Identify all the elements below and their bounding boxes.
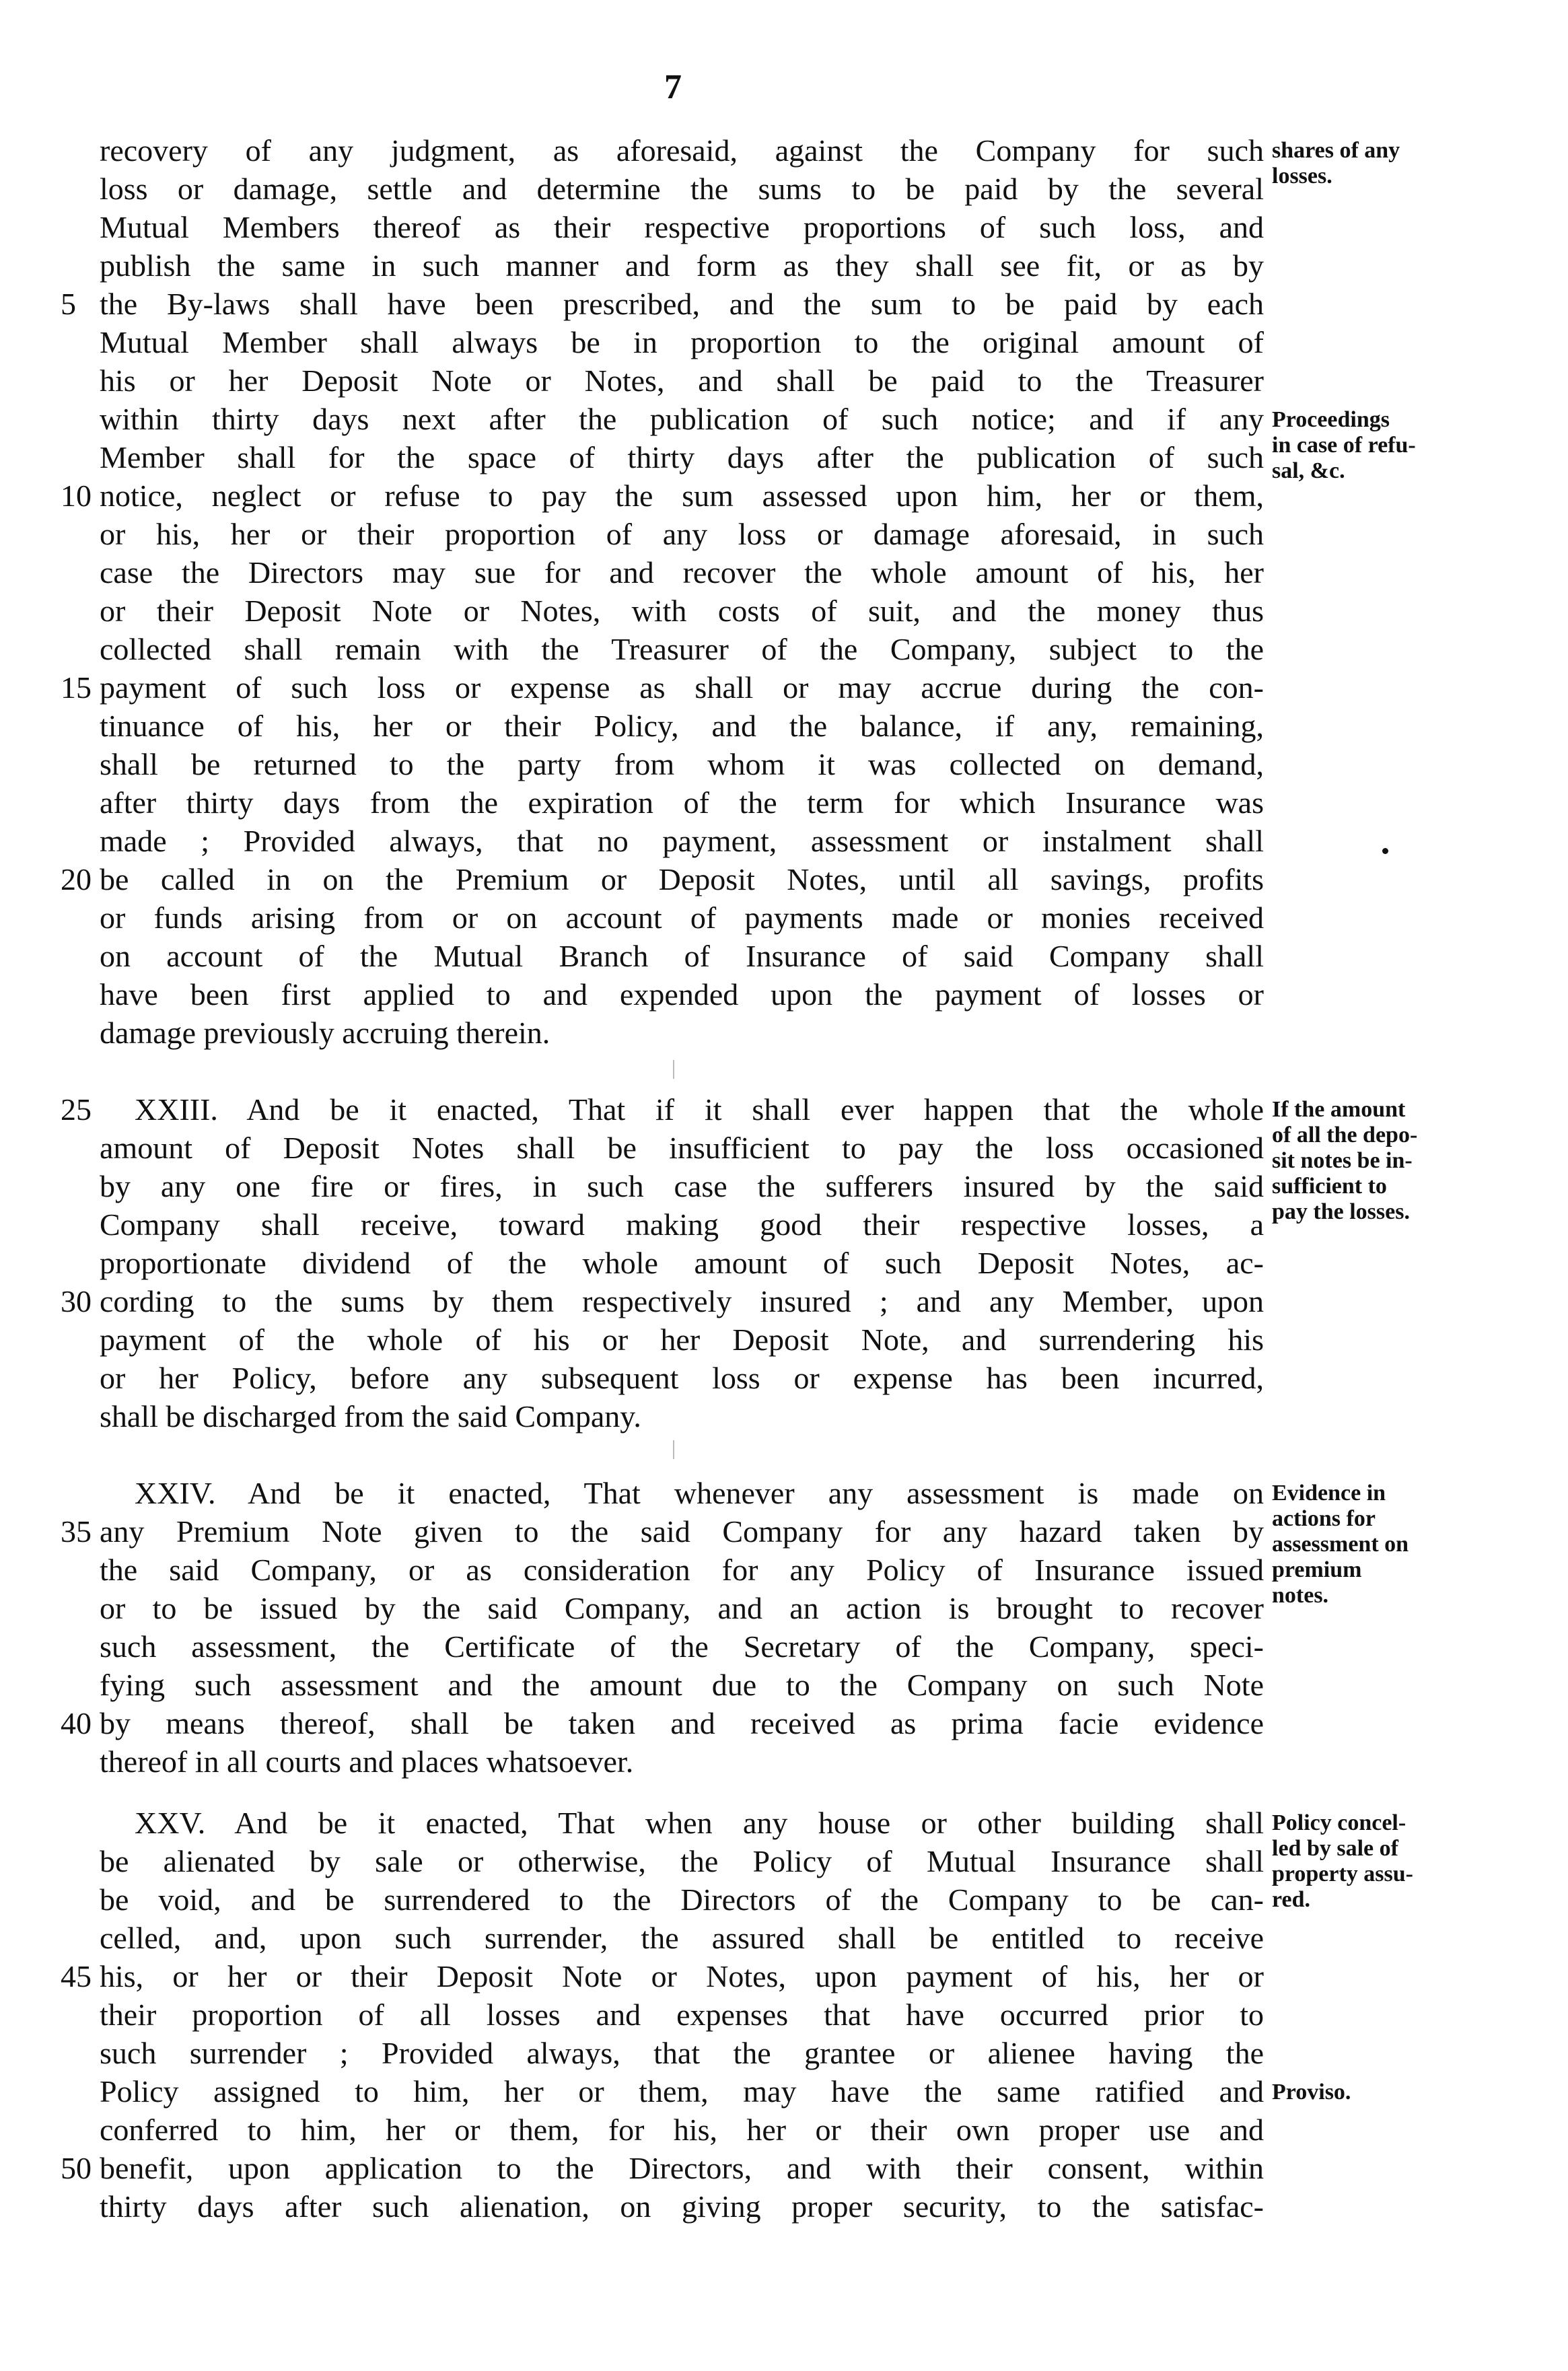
text-line: thirty days after such alienation, on giving proper security, to the satisfac- [100,2189,1264,2224]
margin-note-evidence [1272,1481,1474,1608]
line-number: 25 [61,1092,92,1127]
margin-note-line: If the amount [1272,1097,1406,1122]
text-line: Company shall receive, toward making good their respective losses, a [100,1207,1264,1242]
margin-note-line: property assu- [1272,1862,1413,1886]
text-line: notice, neglect or refuse to pay the sum assessed upon him, her or them, [100,479,1264,513]
line-number: 20 [61,862,92,896]
divider [673,1440,674,1459]
text-line: payment of the whole of his or her Deposit Note, and surrendering his [100,1322,1264,1357]
text-line: shall be returned to the party from whom it was collected on demand, [100,747,1264,781]
text-line: within thirty days next after the publication of such notice; and if any [100,402,1264,436]
page-number: 7 [664,68,682,106]
text-line: or funds arising from or on account of payments made or monies received [100,900,1264,935]
text-line: publish the same in such manner and form as they shall see fit, or as by [100,248,1264,283]
text-line: on account of the Mutual Branch of Insurance of said Company shall [100,939,1264,973]
text-line: or her Policy, before any subsequent loss or expense has been incurred, [100,1361,1264,1395]
margin-note-line: sufficient to [1272,1174,1387,1199]
margin-note-line: Policy concel- [1272,1810,1406,1835]
text-line: by any one fire or fires, in such case the sufferers insured by the said [100,1169,1264,1203]
text-line: loss or damage, settle and determine the sums to be paid by the several [100,172,1264,206]
line-number: 35 [61,1514,92,1549]
text-line: such surrender ; Provided always, that the grantee or alienee having the [100,2036,1264,2070]
divider [673,1060,674,1079]
text-line: shall be discharged from the said Company. [100,1399,641,1434]
text-line: benefit, upon application to the Directors, and with their consent, within [100,2151,1264,2185]
margin-note-line: losses. [1272,164,1332,188]
margin-note-line: red. [1272,1887,1310,1912]
text-line: thereof in all courts and places whatsoever. [100,1744,634,1779]
text-line: Member shall for the space of thirty days after the publication of such [100,440,1264,474]
margin-note-line: sit notes be in- [1272,1148,1413,1173]
line-number: 30 [61,1284,92,1318]
text-line: fying such assessment and the amount due to the Company on such Note [100,1668,1264,1702]
text-line: any Premium Note given to the said Company for any hazard taken by [100,1514,1264,1549]
text-line: tinuance of his, her or their Policy, and the balance, if any, remaining, [100,709,1264,743]
text-line: proportionate dividend of the whole amount of such Deposit Notes, ac- [100,1246,1264,1280]
text-line: or his, her or their proportion of any loss or damage aforesaid, in such [100,517,1264,551]
text-line: their proportion of all losses and expenses that have occurred prior to [100,1997,1264,2032]
text-line: such assessment, the Certificate of the Secretary of the Company, speci- [100,1629,1264,1664]
text-line: Policy assigned to him, her or them, may have the same ratified and [100,2074,1264,2109]
line-number: 15 [61,670,92,705]
margin-note-proceedings [1272,407,1474,484]
margin-note-policy-cancelled [1272,1810,1474,1913]
text-line: or to be issued by the said Company, and an action is brought to recover [100,1591,1264,1625]
text-line: celled, and, upon such surrender, the assured shall be entitled to receive [100,1921,1264,1955]
line-number: 45 [61,1959,92,1993]
text-line: case the Directors may sue for and recover the whole amount of his, her [100,555,1264,590]
margin-note-proviso [1272,2080,1474,2105]
margin-note-line: sal, &c. [1272,458,1345,483]
text-line: damage previously accruing therein. [100,1016,550,1050]
text-line: the said Company, or as consideration for any Policy of Insurance issued [100,1553,1264,1587]
margin-note-line: in case of refu- [1272,433,1416,458]
line-number: 40 [61,1706,92,1740]
text-line: collected shall remain with the Treasurer of the Company, subject to the [100,632,1264,666]
margin-note-deposit-insufficient [1272,1097,1474,1225]
text-line: cording to the sums by them respectively insured ; and any Member, upon [100,1284,1264,1318]
text-line: Mutual Member shall always be in proportion to the original amount of [100,325,1264,359]
margin-note-line: Proceedings [1272,407,1390,432]
line-number: 5 [61,287,76,321]
margin-note-shares [1272,138,1474,189]
text-line: have been first applied to and expended upon the payment of losses or [100,977,1264,1012]
margin-note-line: shares of any [1272,138,1400,163]
text-line: be called in on the Premium or Deposit Notes, until all savings, profits [100,862,1264,896]
text-line: his or her Deposit Note or Notes, and shall be paid to the Treasurer [100,363,1264,398]
text-line: be alienated by sale or otherwise, the Policy of Mutual Insurance shall [100,1844,1264,1878]
text-line: or their Deposit Note or Notes, with costs of suit, and the money thus [100,594,1264,628]
ink-dot [1382,848,1388,854]
text-line: amount of Deposit Notes shall be insufficient to pay the loss occasioned [100,1131,1264,1165]
line-number: 10 [61,479,92,513]
margin-note-line: pay the losses. [1272,1199,1410,1224]
margin-note-line: premium [1272,1557,1362,1582]
text-line: recovery of any judgment, as aforesaid, against the Company for such [100,133,1264,168]
margin-note-line: notes. [1272,1583,1329,1608]
line-number: 50 [61,2151,92,2185]
margin-note-line: Evidence in [1272,1481,1386,1506]
section-xxv-heading-line: XXV. And be it enacted, That when any house or other building shall [135,1806,1264,1840]
text-line: made ; Provided always, that no payment, assessment or instalment shall [100,824,1264,858]
text-line: payment of such loss or expense as shall or may accrue during the con- [100,670,1264,705]
margin-note-line: Proviso. [1272,2080,1351,2104]
margin-note-line: of all the depo- [1272,1123,1418,1147]
text-line: Mutual Members thereof as their respective proportions of such loss, and [100,210,1264,244]
text-line: the By-laws shall have been prescribed, and the sum to be paid by each [100,287,1264,321]
margin-note-line: actions for [1272,1506,1376,1531]
text-line: conferred to him, her or them, for his, her or their own proper use and [100,2113,1264,2147]
margin-note-line: led by sale of [1272,1836,1398,1861]
section-xxiii-heading-line: XXIII. And be it enacted, That if it shall ever happen that the whole [135,1092,1264,1127]
text-line: his, or her or their Deposit Note or Notes, upon payment of his, her or [100,1959,1264,1993]
text-line: be void, and be surrendered to the Directors of the Company to be can- [100,1882,1264,1917]
margin-note-line: assessment on [1272,1532,1409,1557]
text-line: by means thereof, shall be taken and received as prima facie evidence [100,1706,1264,1740]
text-line: after thirty days from the expiration of the term for which Insurance was [100,785,1264,820]
section-xxiv-heading-line: XXIV. And be it enacted, That whenever any assessment is made on [135,1476,1264,1510]
